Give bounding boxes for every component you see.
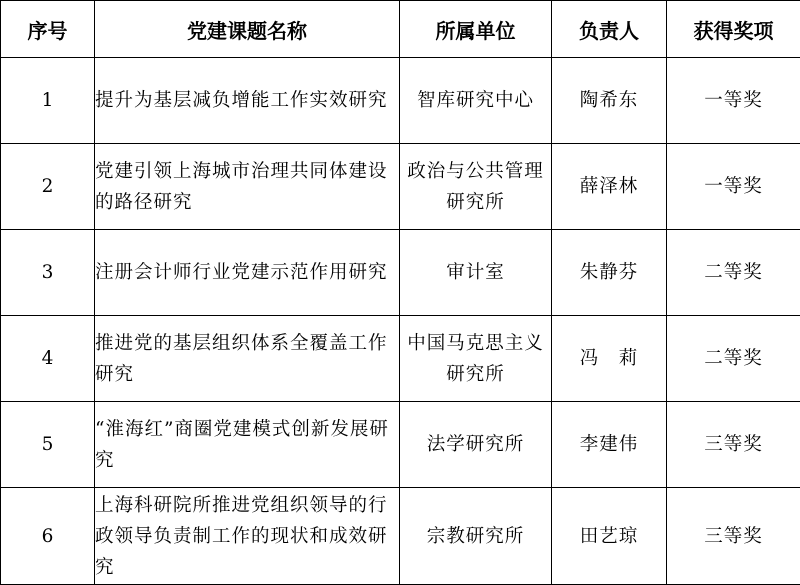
header-title: 党建课题名称 [95,1,400,58]
cell-no: 6 [1,488,95,585]
cell-unit: 法学研究所 [400,402,552,488]
header-unit: 所属单位 [400,1,552,58]
table-row [1,230,800,316]
cell-unit: 中国马克思主义研究所 [400,316,552,402]
cell-no: 4 [1,316,95,402]
cell-lead: 田艺琼 [552,488,667,585]
cell-unit: 政治与公共管理研究所 [400,144,552,230]
cell-no: 5 [1,402,95,488]
cell-no: 2 [1,144,95,230]
cell-title: 党建引领上海城市治理共同体建设的路径研究 [95,144,400,230]
cell-lead: 冯 莉 [552,316,667,402]
cell-award: 二等奖 [667,230,800,316]
cell-title: 上海科研院所推进党组织领导的行政领导负责制工作的现状和成效研究 [95,488,400,585]
cell-lead: 陶希东 [552,58,667,144]
table-row [1,58,800,144]
header-row [1,1,800,58]
table-row [1,316,800,402]
header-award: 获得奖项 [667,1,800,58]
cell-title: 注册会计师行业党建示范作用研究 [95,230,400,316]
table-row [1,402,800,488]
header-lead: 负责人 [552,1,667,58]
cell-unit: 审计室 [400,230,552,316]
table-row [1,488,800,585]
cell-award: 二等奖 [667,316,800,402]
cell-unit: 宗教研究所 [400,488,552,585]
cell-award: 一等奖 [667,58,800,144]
cell-unit: 智库研究中心 [400,58,552,144]
cell-no: 1 [1,58,95,144]
cell-no: 3 [1,230,95,316]
cell-award: 三等奖 [667,488,800,585]
cell-award: 一等奖 [667,144,800,230]
cell-title: “淮海红”商圈党建模式创新发展研究 [95,402,400,488]
cell-title: 推进党的基层组织体系全覆盖工作研究 [95,316,400,402]
header-no: 序号 [1,1,95,58]
table-row [1,144,800,230]
cell-lead: 薛泽林 [552,144,667,230]
cell-award: 三等奖 [667,402,800,488]
cell-lead: 朱静芬 [552,230,667,316]
cell-title: 提升为基层减负增能工作实效研究 [95,58,400,144]
cell-lead: 李建伟 [552,402,667,488]
